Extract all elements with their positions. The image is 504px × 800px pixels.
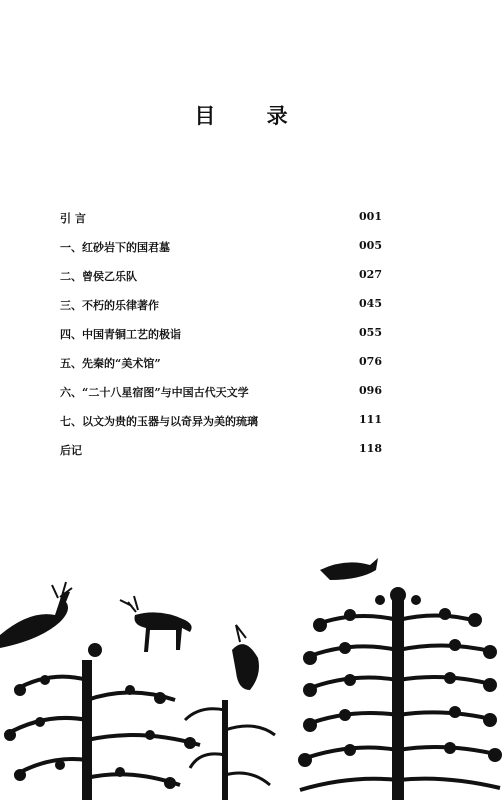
toc-entry-page: 076 [359,355,382,368]
toc-entry[interactable] [60,442,382,471]
toc-entry[interactable] [60,268,382,297]
toc-entry-page: 055 [359,326,382,339]
toc-entry-label: 五、先秦的“美术馆” [60,357,161,370]
toc-entry-page: 027 [359,268,382,281]
toc-entry-page: 118 [359,442,382,455]
toc-entry-label: 六、“二十八星宿图”与中国古代天文学 [60,386,249,399]
toc-entry[interactable] [60,355,382,384]
toc-entry-page: 096 [359,384,382,397]
tree-and-birds-woodcut-illustration [0,540,504,800]
toc-entry[interactable] [60,413,382,442]
page-title: 目 录 [194,103,310,128]
toc-entry-label: 七、以文为贵的玉器与以奇异为美的琉璃 [60,415,258,428]
toc-entry-label: 后记 [60,444,82,457]
toc-entry[interactable] [60,384,382,413]
toc-entry-page: 045 [359,297,382,310]
toc-entry-page: 111 [359,413,382,426]
toc-entry-label: 四、中国青铜工艺的极诣 [60,328,181,341]
toc-entry-label: 一、红砂岩下的国君墓 [60,241,170,254]
toc-entry[interactable] [60,297,382,326]
toc-entry-label: 引 言 [60,212,86,225]
table-of-contents [60,210,382,471]
toc-entry-label: 二、曾侯乙乐队 [60,270,137,283]
toc-entry[interactable] [60,239,382,268]
toc-entry-page: 005 [359,239,382,252]
toc-entry-page: 001 [359,210,382,223]
toc-entry[interactable] [60,326,382,355]
toc-entry-label: 三、不朽的乐律著作 [60,299,159,312]
toc-entry[interactable] [60,210,382,239]
